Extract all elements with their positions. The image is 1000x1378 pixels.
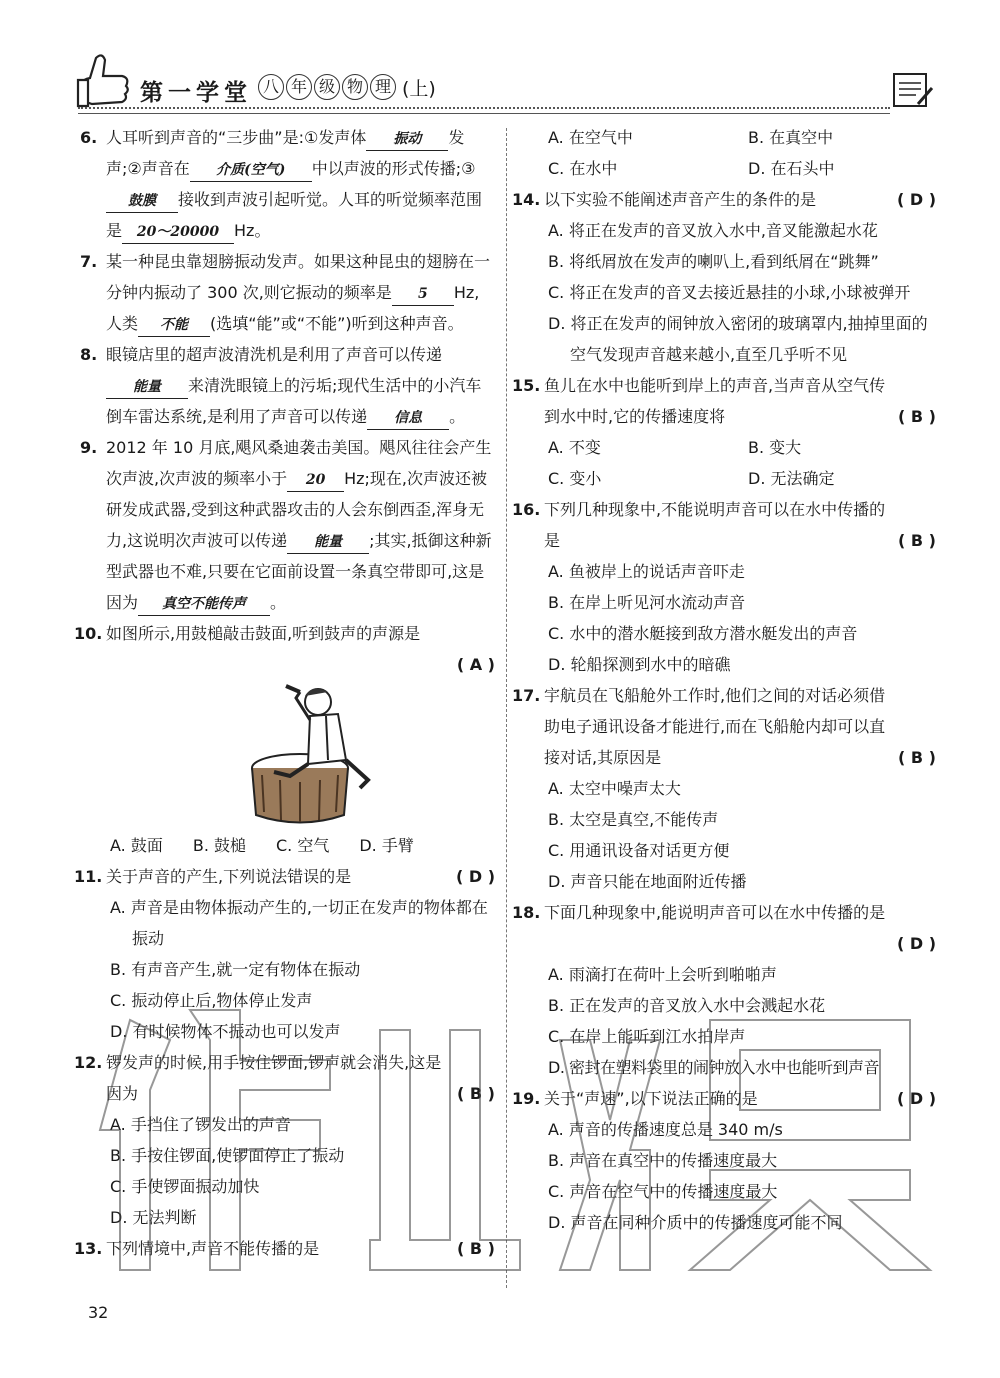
answer-blank: 20～20000 (122, 221, 234, 244)
options (518, 432, 936, 494)
question-15: 15. 鱼儿在水中也能听到岸上的声音,当声音从空气传到水中时,它的传播速度将 ( B ) (518, 370, 936, 432)
grade-char: 物 (342, 74, 368, 100)
page-number: 32 (88, 1303, 109, 1322)
answer-bracket: ( D ) (455, 867, 495, 886)
answer-bracket: ( D ) (896, 1089, 936, 1108)
option: B. 变大 (748, 438, 802, 457)
question-9: 9. 2012 年 10 月底,飓风桑迪袭击美国。飓风往往会产生次声波,次声波的频率小于 20 Hz;现在,次声波还被研发成武器,受到这种武器攻击的人会东倒西歪,浑身无力,这说明次声波可以传递 能量 ;其实,抵御这种新型武器也不难,只要在它面前设置一条真空带即可,这是因为 真空不能传声 。 (80, 432, 495, 618)
left-column (74, 122, 495, 1264)
option: B. 鼓槌 (192, 836, 246, 855)
grade-char: 八 (258, 74, 284, 100)
answer-blank: 真空不能传声 (138, 593, 270, 616)
option: B. 声音在真空中的传播速度最大 (548, 1151, 778, 1170)
option: B. 太空是真空,不能传声 (548, 810, 719, 829)
option: B. 将纸屑放在发声的喇叭上,看到纸屑在“跳舞” (548, 252, 879, 271)
answer-bracket: ( D ) (896, 934, 936, 953)
subject-label (258, 74, 436, 101)
grade-char: 级 (314, 74, 340, 100)
option: C. 水中的潜水艇接到敌方潜水艇发出的声音 (548, 624, 858, 643)
volume-label: (上) (402, 78, 436, 100)
option: D. 密封在塑料袋里的闹钟放入水中也能听到声音 (548, 1058, 879, 1077)
option: C. 在岸上能听到江水拍岸声 (548, 1027, 746, 1046)
question-6: 6. 人耳听到声音的“三步曲”是:①发声体 振动 发声;②声音在 介质(空气) 中以声波的形式传播;③鼓膜 接收到声波引起听觉。人耳的听觉频率范围是 20～20000 Hz。 (80, 122, 495, 246)
option: A. 不变 (548, 438, 601, 457)
answer-bracket: ( D ) (896, 190, 936, 209)
grade-char: 理 (370, 74, 396, 100)
options (80, 830, 495, 861)
option: B. 正在发声的音叉放入水中会溅起水花 (548, 996, 826, 1015)
option: D. 将正在发声的闹钟放入密闭的玻璃罩内,抽掉里面的空气发现声音越来越小,直至几乎听不见 (548, 314, 928, 364)
answer-blank: 信息 (367, 407, 449, 430)
question-18: 18. 下面几种现象中,能说明声音可以在水中传播的是 (512, 903, 886, 922)
option: A. 声音的传播速度总是 340 m/s (548, 1120, 783, 1139)
answer-blank: 振动 (366, 128, 448, 151)
option: D. 手臂 (359, 836, 414, 855)
option: D. 声音只能在地面附近传播 (548, 872, 747, 891)
option: A. 声音是由物体振动产生的,一切正在发声的物体都在振动 (110, 898, 488, 948)
option: C. 声音在空气中的传播速度最大 (548, 1182, 778, 1201)
option: D. 无法判断 (110, 1208, 197, 1227)
answer-bracket: ( B ) (898, 531, 936, 550)
answer-blank: 不能 (138, 314, 210, 337)
question-17: 17. 宇航员在飞船舱外工作时,他们之间的对话必须借助电子通讯设备才能进行,而在飞船舱内却可以直接对话,其原因是 ( B ) (518, 680, 936, 773)
question-19: 19. 关于“声速”,以下说法正确的是 ( D ) (518, 1083, 936, 1114)
option: D. 轮船探测到水中的暗礁 (548, 655, 731, 674)
option: B. 在真空中 (748, 128, 834, 147)
grade-char: 年 (286, 74, 312, 100)
answer-bracket: ( B ) (457, 1239, 495, 1258)
answer-blank: 5 (392, 283, 454, 306)
question-12: 12. 锣发声的时候,用手按住锣面,锣声就会消失,这是因为 ( B ) (80, 1047, 495, 1109)
option: C. 空气 (276, 836, 330, 855)
question-8: 8. 眼镜店里的超声波清洗机是利用了声音可以传递能量 来清洗眼镜上的污垢;现代生活中的小汽车倒车雷达系统,是利用了声音可以传递 信息 。 (80, 339, 495, 432)
answer-blank: 介质(空气) (190, 159, 312, 182)
answer-bracket: ( B ) (898, 407, 936, 426)
option: D. 在石头中 (748, 159, 835, 178)
question-16: 16. 下列几种现象中,不能说明声音可以在水中传播的是 ( B ) (518, 494, 936, 556)
option: C. 变小 (548, 469, 602, 488)
answer-blank: 鼓膜 (106, 190, 178, 213)
question-10: 10. 如图所示,用鼓槌敲击鼓面,听到鼓声的声源是 (74, 624, 421, 643)
option: C. 将正在发声的音叉去接近悬挂的小球,小球被弹开 (548, 283, 911, 302)
question-14: 14. 以下实验不能阐述声音产生的条件的是 ( D ) (518, 184, 936, 215)
option: A. 手挡住了锣发出的声音 (110, 1115, 291, 1134)
question-13: 13. 下列情境中,声音不能传播的是 ( B ) (80, 1233, 495, 1264)
option: C. 手使锣面振动加快 (110, 1177, 260, 1196)
right-column (512, 122, 936, 1238)
answer-blank: 能量 (287, 531, 369, 554)
option: A. 鱼被岸上的说话声音吓走 (548, 562, 745, 581)
options (518, 122, 936, 184)
option: A. 鼓面 (110, 836, 163, 855)
option: A. 将正在发声的音叉放入水中,音叉能激起水花 (548, 221, 878, 240)
header-rule (78, 107, 890, 109)
drum-figure (80, 680, 495, 830)
option: D. 无法确定 (748, 469, 835, 488)
page-header (0, 40, 1000, 115)
question-11: 11. 关于声音的产生,下列说法错误的是 ( D ) (80, 861, 495, 892)
notepad-icon (888, 68, 934, 110)
option: B. 在岸上听见河水流动声音 (548, 593, 746, 612)
option: C. 振动停止后,物体停止发声 (110, 991, 313, 1010)
option: A. 太空中噪声太大 (548, 779, 681, 798)
answer-bracket: ( A ) (456, 655, 495, 674)
option: D. 声音在同种介质中的传播速度可能不同 (548, 1213, 843, 1232)
answer-bracket: ( B ) (898, 748, 936, 767)
drummer-illustration (80, 680, 495, 830)
answer-bracket: ( B ) (457, 1084, 495, 1103)
option: C. 在水中 (548, 159, 618, 178)
answer-blank: 20 (287, 469, 344, 492)
answer-blank: 能量 (106, 376, 188, 399)
brand-title: 第一学堂 (140, 79, 252, 106)
thumbs-up-icon (72, 50, 134, 110)
option: A. 在空气中 (548, 128, 633, 147)
question-7: 7. 某一种昆虫靠翅膀振动发声。如果这种昆虫的翅膀在一分钟内振动了 300 次,则它振动的频率是 5 Hz,人类 不能 (选填“能”或“不能”)听到这种声音。 (80, 246, 495, 339)
option: A. 雨滴打在荷叶上会听到啪啪声 (548, 965, 777, 984)
option: B. 手按住锣面,使锣面停止了振动 (110, 1146, 345, 1165)
option: D. 有时候物体不振动也可以发声 (110, 1022, 341, 1041)
column-divider (506, 128, 507, 1288)
option: C. 用通讯设备对话更方便 (548, 841, 730, 860)
header-rule (78, 113, 890, 114)
option: B. 有声音产生,就一定有物体在振动 (110, 960, 361, 979)
